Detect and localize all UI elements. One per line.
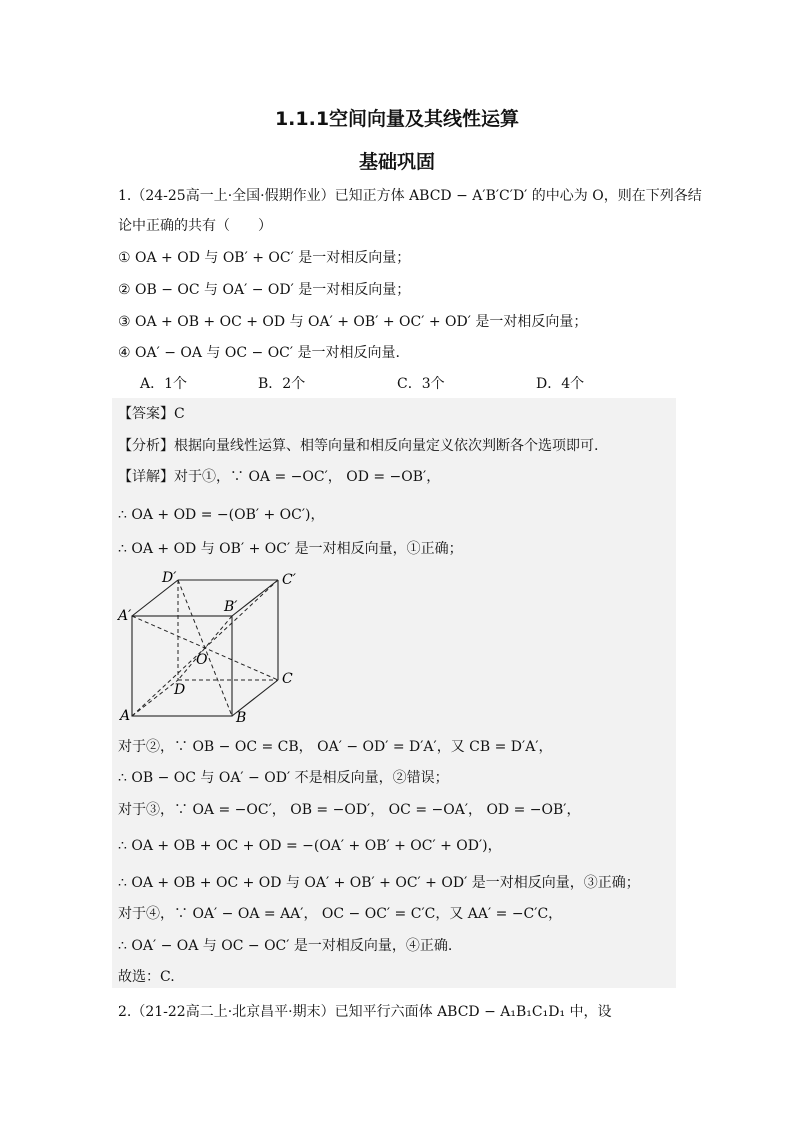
detail-line-1: 【详解】对于①，∵ OA = −OC′， OD = −OB′， <box>118 469 441 485</box>
label-a: A <box>120 708 131 724</box>
option-c[interactable]: C．3个 <box>397 376 445 392</box>
label-d: D <box>174 682 186 698</box>
detail-line-3: ∴ OA + OD 与 OB′ + OC′ 是一对相反向量，①正确； <box>118 541 463 557</box>
statement-2: ② OB − OC 与 OA′ − OD′ 是一对相反向量； <box>118 282 411 298</box>
option-d[interactable]: D．4个 <box>536 376 585 392</box>
statement-1: ① OA + OD 与 OB′ + OC′ 是一对相反向量； <box>118 250 411 266</box>
answer-line: 【答案】C <box>118 406 185 422</box>
detail-line-5: ∴ OB − OC 与 OA′ − OD′ 不是相反向量，②错误； <box>118 770 449 786</box>
detail-line-6: 对于③，∵ OA = −OC′， OB = −OD′， OC = −OA′， OD = −OB′， <box>118 802 581 818</box>
label-a1: A′ <box>118 608 132 624</box>
detail-line-8: ∴ OA + OB + OC + OD 与 OA′ + OB′ + OC′ + OD′ 是一对相反向量，③正确； <box>118 875 640 891</box>
label-o: O <box>196 652 208 668</box>
detail-line-10: ∴ OA′ − OA 与 OC − OC′ 是一对相反向量，④正确. <box>118 938 453 954</box>
option-b[interactable]: B．2个 <box>258 376 306 392</box>
page-title: 1.1.1空间向量及其线性运算 <box>274 108 520 130</box>
question-1-stem-line1: 1.（24-25高一上·全国·假期作业）已知正方体 ABCD − A′B′C′D′ 的中心为 O，则在下列各结 <box>118 188 702 204</box>
detail-line-7: ∴ OA + OB + OC + OD = −(OA′ + OB′ + OC′ + OD′)， <box>118 838 502 854</box>
label-b1: B′ <box>224 599 238 615</box>
detail-line-2: ∴ OA + OD = −(OB′ + OC′)， <box>118 507 325 523</box>
question-2-stem-line1: 2.（21-22高二上·北京昌平·期末）已知平行六面体 ABCD − A₁B₁C₁D₁ 中，设 <box>118 1004 612 1020</box>
edge-b1-c1 <box>232 580 278 616</box>
label-c1: C′ <box>282 572 296 588</box>
analysis-line: 【分析】根据向量线性运算、相等向量和相反向量定义依次判断各个选项即可. <box>118 438 599 454</box>
conclusion-line: 故选：C. <box>118 969 175 985</box>
detail-line-4: 对于②，∵ OB − OC = CB， OA′ − OD′ = D′A′，又 CB = D′A′， <box>118 739 553 755</box>
label-b: B <box>236 710 247 726</box>
edge-a-d-hidden <box>132 680 178 716</box>
cube-diagram <box>112 566 312 726</box>
label-c: C <box>282 671 293 687</box>
statement-3: ③ OA + OB + OC + OD 与 OA′ + OB′ + OC′ + OD′ 是一对相反向量； <box>118 314 588 330</box>
statement-4: ④ OA′ − OA 与 OC − OC′ 是一对相反向量. <box>118 345 400 361</box>
section-title: 基础巩固 <box>358 151 435 173</box>
detail-line-9: 对于④，∵ OA′ − OA = AA′， OC − OC′ = C′C，又 AA′ = −C′C， <box>118 906 563 922</box>
option-a[interactable]: A．1个 <box>140 376 188 392</box>
label-d1: D′ <box>162 570 177 586</box>
front-face <box>132 616 232 716</box>
question-1-stem-line2: 论中正确的共有（ ） <box>118 218 272 234</box>
